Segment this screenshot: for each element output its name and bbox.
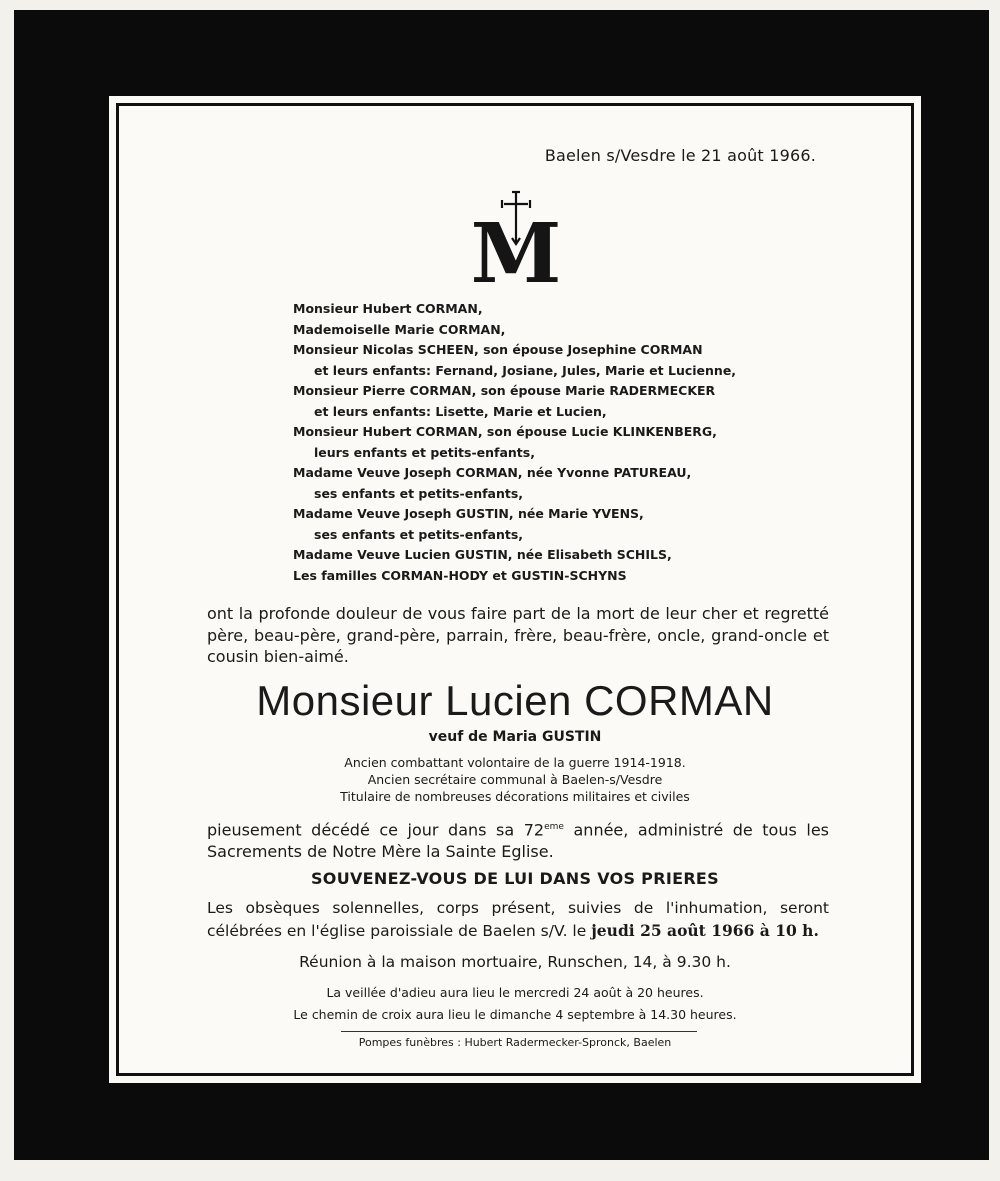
deceased-name: Monsieur Lucien CORMAN [256, 677, 774, 724]
deceased-titles [119, 754, 911, 805]
family-line: Madame Veuve Lucien GUSTIN, née Elisabeth SCHILS, [293, 547, 672, 562]
family-line: Madame Veuve Joseph CORMAN, née Yvonne PATUREAU, [293, 465, 692, 480]
divider [341, 1031, 697, 1032]
title-line: Ancien combattant volontaire de la guerre 1914-1918. [344, 755, 686, 770]
family-line: leurs enfants et petits-enfants, [314, 444, 535, 460]
family-line: Les familles CORMAN-HODY et GUSTIN-SCHYNS [293, 567, 627, 583]
funeral-text: Les obsèques solennelles, corps présent, suivies de l'inhumation, seront célébrées en l'église paroissiale de Baelen s/V. le [207, 899, 829, 940]
passing-statement [207, 816, 829, 863]
family-list [293, 299, 853, 586]
family-line: Mademoiselle Marie CORMAN, [293, 321, 506, 337]
family-line: ses enfants et petits-enfants, [314, 485, 524, 501]
vigil-line: La veillée d'adieu aura lieu le mercredi 24 août à 20 heures. [326, 985, 704, 1000]
title-line: Ancien secrétaire communal à Baelen-s/Vesdre [367, 772, 663, 787]
family-line: Monsieur Pierre CORMAN, son épouse Marie RADERMECKER [293, 383, 716, 398]
announcement-intro: ont la profonde douleur de vous faire part de la mort de leur cher et regretté père, beau-père, grand-père, parrain, frère, beau-frère, oncle, grand-oncle et cousin bien-aimé. [207, 604, 829, 666]
monogram-m-cross-icon [471, 190, 561, 286]
family-line: ses enfants et petits-enfants, [314, 526, 524, 542]
death-notice-card [109, 96, 921, 1083]
undertaker-line: Pompes funèbres : Hubert Radermecker-Spronck, Baelen [358, 1036, 672, 1049]
meeting-point: Réunion à la maison mortuaire, Runschen, 14, à 9.30 h. [299, 953, 731, 971]
ordinal-suffix: eme [544, 822, 564, 832]
family-line: Monsieur Hubert CORMAN, son épouse Lucie KLINKENBERG, [293, 424, 717, 439]
passing-text-end: année, administré de tous les Sacrements de Notre Mère la Sainte Eglise. [207, 820, 830, 862]
family-line: et leurs enfants: Lisette, Marie et Lucien, [314, 403, 607, 419]
title-line: Titulaire de nombreuses décorations militaires et civiles [340, 789, 690, 804]
family-line: et leurs enfants: Fernand, Josiane, Jules, Marie et Lucienne, [314, 362, 737, 378]
mourning-border [14, 10, 989, 1160]
family-line: Monsieur Nicolas SCHEEN, son épouse Josephine CORMAN [293, 342, 703, 357]
passing-text-start: pieusement décédé ce jour dans sa 72 [207, 820, 545, 840]
monogram-letter: M [471, 206, 561, 286]
date-line: Baelen s/Vesdre le 21 août 1966. [544, 146, 816, 165]
widower-line: veuf de Maria GUSTIN [428, 729, 602, 745]
additional-services [119, 982, 911, 1026]
funeral-date-time: jeudi 25 août 1966 à 10 h. [591, 920, 819, 940]
family-line: Madame Veuve Joseph GUSTIN, née Marie YVENS, [293, 506, 644, 521]
funeral-details [207, 898, 829, 942]
prayer-request: SOUVENEZ-VOUS DE LUI DANS VOS PRIERES [310, 869, 719, 888]
family-line: Monsieur Hubert CORMAN, [293, 301, 483, 316]
notice-content [119, 106, 911, 1073]
way-of-cross-line: Le chemin de croix aura lieu le dimanche 4 septembre à 14.30 heures. [293, 1007, 737, 1022]
